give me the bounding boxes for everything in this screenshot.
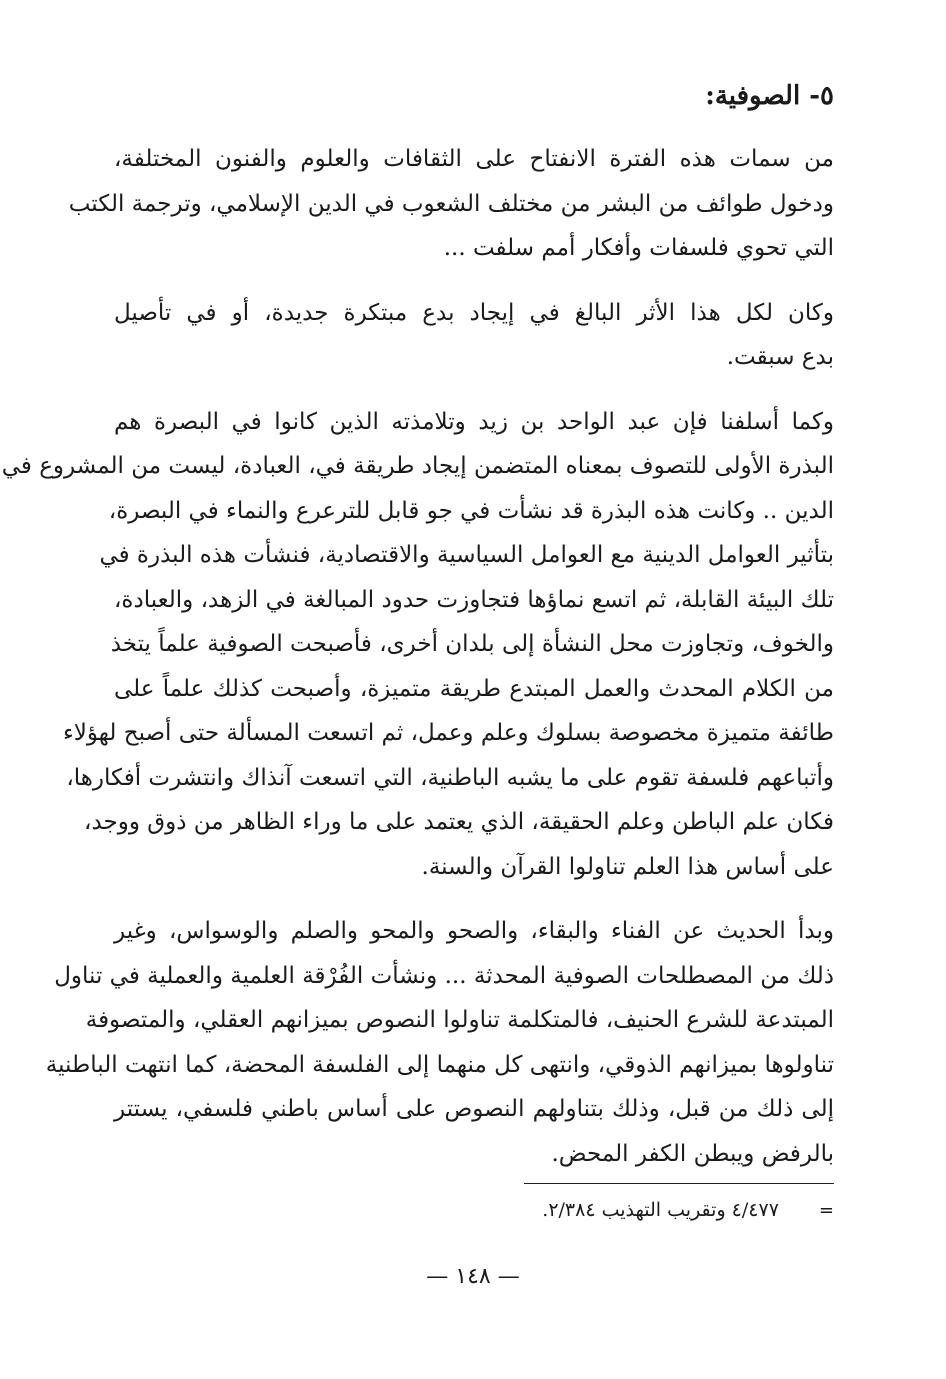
footnote-continuation-mark: =: [818, 1200, 834, 1221]
text-line: التي تحوي فلسفات وأفكار أمم سلفت ...: [443, 235, 834, 261]
paragraph: [1, 400, 834, 890]
footnote: [114, 1195, 834, 1226]
paragraph: [114, 291, 834, 380]
text-line: فكان علم الباطن وعلم الحقيقة، الذي يعتمد على ما وراء الظاهر من ذوق ووجد،: [84, 809, 834, 835]
text-line: إلى ذلك من قبل، وذلك بتناولهم النصوص على أساس باطني فلسفي، يستتر: [114, 1096, 834, 1122]
text-line: من سمات هذه الفترة الانفتاح على الثقافات والعلوم والفنون المختلفة،: [114, 146, 834, 172]
text-line: المبتدعة للشرع الحنيف، فالمتكلمة تناولوا النصوص بميزانهم العقلي، والمتصوفة: [85, 1007, 834, 1033]
text-line: والخوف، وتجاوزت محل النشأة إلى بلدان أخرى، فأصبحت الصوفية علماً يتخذ: [110, 631, 834, 657]
text-line: تلك البيئة القابلة، ثم اتسع نماؤها فتجاوزت حدود المبالغة في الزهد، والعبادة،: [114, 586, 834, 613]
text-line: على أساس هذا العلم تناولوا القرآن والسنة.: [421, 853, 834, 880]
text-line: البذرة الأولى للتصوف بمعناه المتضمن إيجاد طريقة في، العبادة، ليست من المشروع في: [1, 453, 834, 479]
text-line: وبدأ الحديث عن الفناء والبقاء، والصحو والمحو والصلم والوسواس، وغير: [114, 918, 834, 944]
text-line: ودخول طوائف من البشر من مختلف الشعوب في الدين الإسلامي، وترجمة الكتب: [68, 190, 834, 217]
text-line: تناولوها بميزانهم الذوقي، وانتهى كل منهما إلى الفلسفة المحضة، كما انتهت الباطنية: [45, 1051, 834, 1078]
footnote-text: ٤/٤٧٧ وتقريب التهذيب ٢/٣٨٤.: [542, 1199, 779, 1221]
page-number: — ١٤٨ —: [426, 1264, 520, 1289]
text-line: طائفة متميزة مخصوصة بسلوك وعلم وعمل، ثم اتسعت المسألة حتى أصبح لهؤلاء: [62, 720, 834, 746]
text-line: وأتباعهم فلسفة تقوم على ما يشبه الباطنية، التي اتسعت آنذاك وانتشرت أفكارها،: [66, 764, 834, 791]
text-line: وكان لكل هذا الأثر البالغ في إيجاد بدع مبتكرة جديدة، أو في تأصيل: [114, 299, 834, 326]
paragraph: [68, 137, 834, 271]
paragraph: [45, 909, 834, 1176]
text-line: وكما أسلفنا فإن عبد الواحد بن زيد وتلامذته الذين كانوا في البصرة هم: [114, 408, 834, 435]
text-line: ذلك من المصطلحات الصوفية المحدثة ... ونشأت الفُرْقة العلمية والعملية في تناول: [54, 962, 834, 989]
footnote-separator: [524, 1183, 834, 1184]
text-line: بالرفض ويبطن الكفر المحض.: [551, 1140, 834, 1167]
text-line: الدين .. وكانت هذه البذرة قد نشأت في جو قابل للترعرع والنماء في البصرة،: [108, 497, 834, 524]
section-heading: ٥- الصوفية:: [705, 81, 834, 111]
text-line: بدع سبقت.: [726, 344, 834, 370]
text-line: بتأثير العوامل الدينية مع العوامل السياسية والاقتصادية، فنشأت هذه البذرة في: [99, 542, 834, 568]
body-text: [1, 137, 834, 1196]
text-line: من الكلام المحدث والعمل المبتدع طريقة متميزة، وأصبحت كذلك علماً على: [114, 675, 834, 702]
